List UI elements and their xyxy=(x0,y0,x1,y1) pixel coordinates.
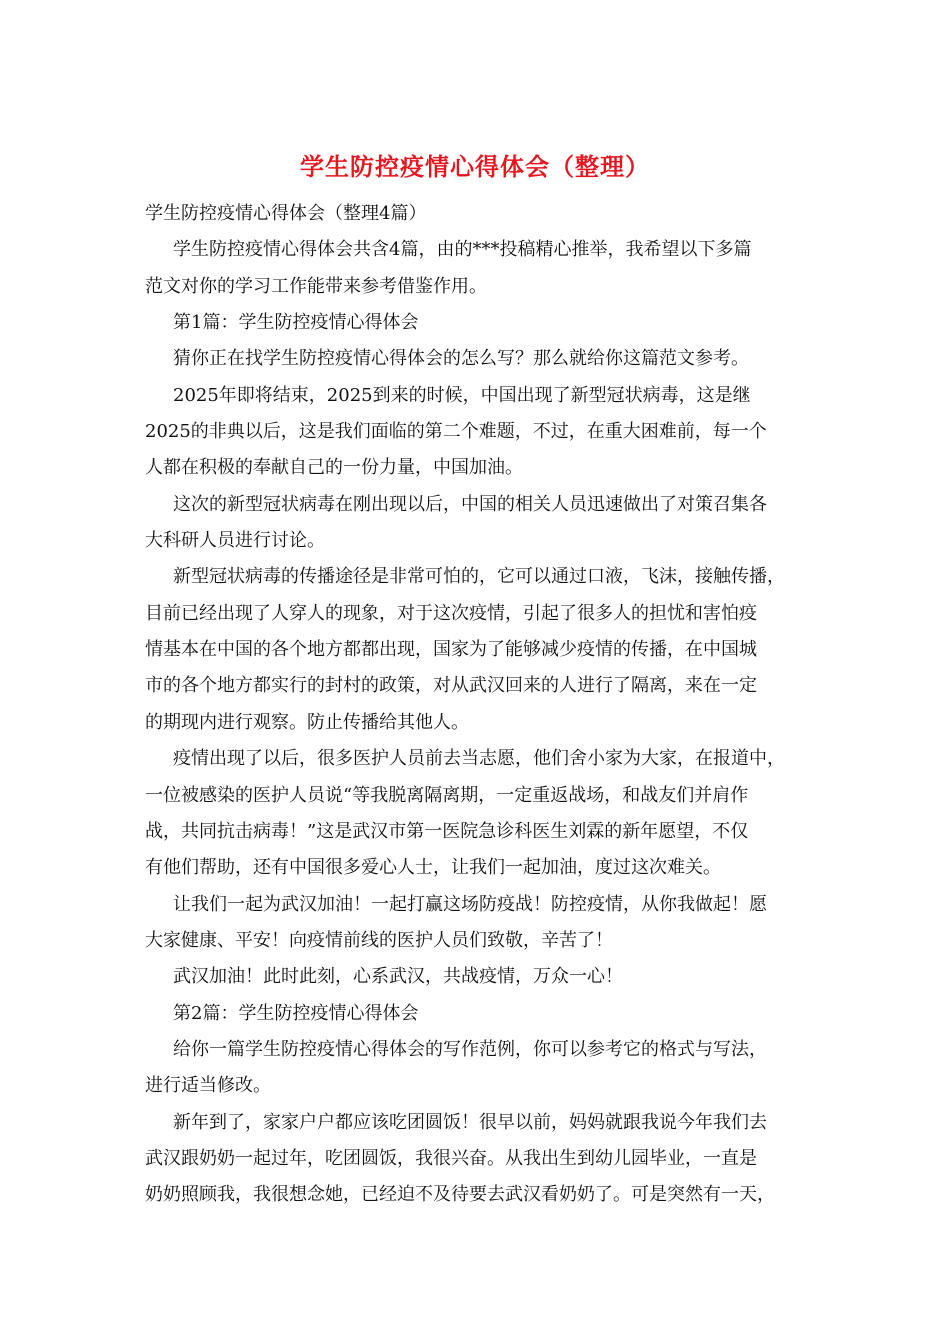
text-line: 2025年即将结束，2025到来的时候，中国出现了新型冠状病毒，这是继 xyxy=(173,384,751,406)
document-body xyxy=(145,196,820,1214)
text-line: 新型冠状病毒的传播途径是非常可怕的，它可以通过口液，飞沫，接触传播， xyxy=(173,566,785,588)
text-line: 让我们一起为武汉加油！一起打赢这场防疫战！防控疫情，从你我做起！愿 xyxy=(173,893,767,915)
text-line: 第2篇：学生防控疫情心得体会 xyxy=(173,1002,419,1024)
text-line: 给你一篇学生防控疫情心得体会的写作范例，你可以参考它的格式与写法， xyxy=(173,1038,767,1060)
text-line: 有他们帮助，还有中国很多爱心人士，让我们一起加油，度过这次难关。 xyxy=(145,857,721,879)
text-line: 第1篇：学生防控疫情心得体会 xyxy=(173,312,419,334)
text-line: 猜你正在找学生防控疫情心得体会的怎么写？那么就给你这篇范文参考。 xyxy=(173,348,749,370)
text-line: 学生防控疫情心得体会共含4篇，由的***投稿精心推举，我希望以下多篇 xyxy=(173,239,752,261)
text-line: 一位被感染的医护人员说“等我脱离隔离期，一定重返战场，和战友们并肩作 xyxy=(145,784,749,806)
text-line: 学生防控疫情心得体会（整理4篇） xyxy=(145,203,427,224)
text-line: 市的各个地方都实行的封村的政策，对从武汉回来的人进行了隔离，来在一定 xyxy=(145,675,757,697)
document-title: 学生防控疫情心得体会（整理） xyxy=(300,152,650,181)
text-line: 疫情出现了以后，很多医护人员前去当志愿，他们舍小家为大家，在报道中， xyxy=(173,748,785,770)
text-line: 目前已经出现了人穿人的现象，对于这次疫情，引起了很多人的担忧和害怕疫 xyxy=(145,602,757,624)
text-line: 人都在积极的奉献自己的一份力量，中国加油。 xyxy=(145,457,523,479)
text-line: 情基本在中国的各个地方都都出现，国家为了能够减少疫情的传播，在中国城 xyxy=(145,639,757,661)
text-line: 新年到了，家家户户都应该吃团圆饭！很早以前，妈妈就跟我说今年我们去 xyxy=(173,1111,767,1133)
text-line: 大科研人员进行讨论。 xyxy=(145,530,325,552)
text-line: 战，共同抗击病毒！”这是武汉市第一医院急诊科医生刘霖的新年愿望，不仅 xyxy=(145,820,749,842)
text-line: 2025的非典以后，这是我们面临的第二个难题，不过，在重大困难前，每一个 xyxy=(145,421,767,443)
text-line: 武汉跟奶奶一起过年，吃团圆饭，我很兴奋。从我出生到幼儿园毕业，一直是 xyxy=(145,1147,757,1169)
text-line: 进行适当修改。 xyxy=(145,1075,271,1097)
text-line: 这次的新型冠状病毒在刚出现以后，中国的相关人员迅速做出了对策召集各 xyxy=(173,493,767,515)
text-line: 的期现内进行观察。防止传播给其他人。 xyxy=(145,711,469,733)
text-line: 武汉加油！此时此刻，心系武汉，共战疫情，万众一心！ xyxy=(173,966,623,988)
text-line: 奶奶照顾我，我很想念她，已经迫不及待要去武汉看奶奶了。可是突然有一天， xyxy=(145,1184,775,1206)
text-line: 大家健康、平安！向疫情前线的医护人员们致敬，辛苦了！ xyxy=(145,929,613,951)
text-line: 范文对你的学习工作能带来参考借鉴作用。 xyxy=(145,275,487,297)
